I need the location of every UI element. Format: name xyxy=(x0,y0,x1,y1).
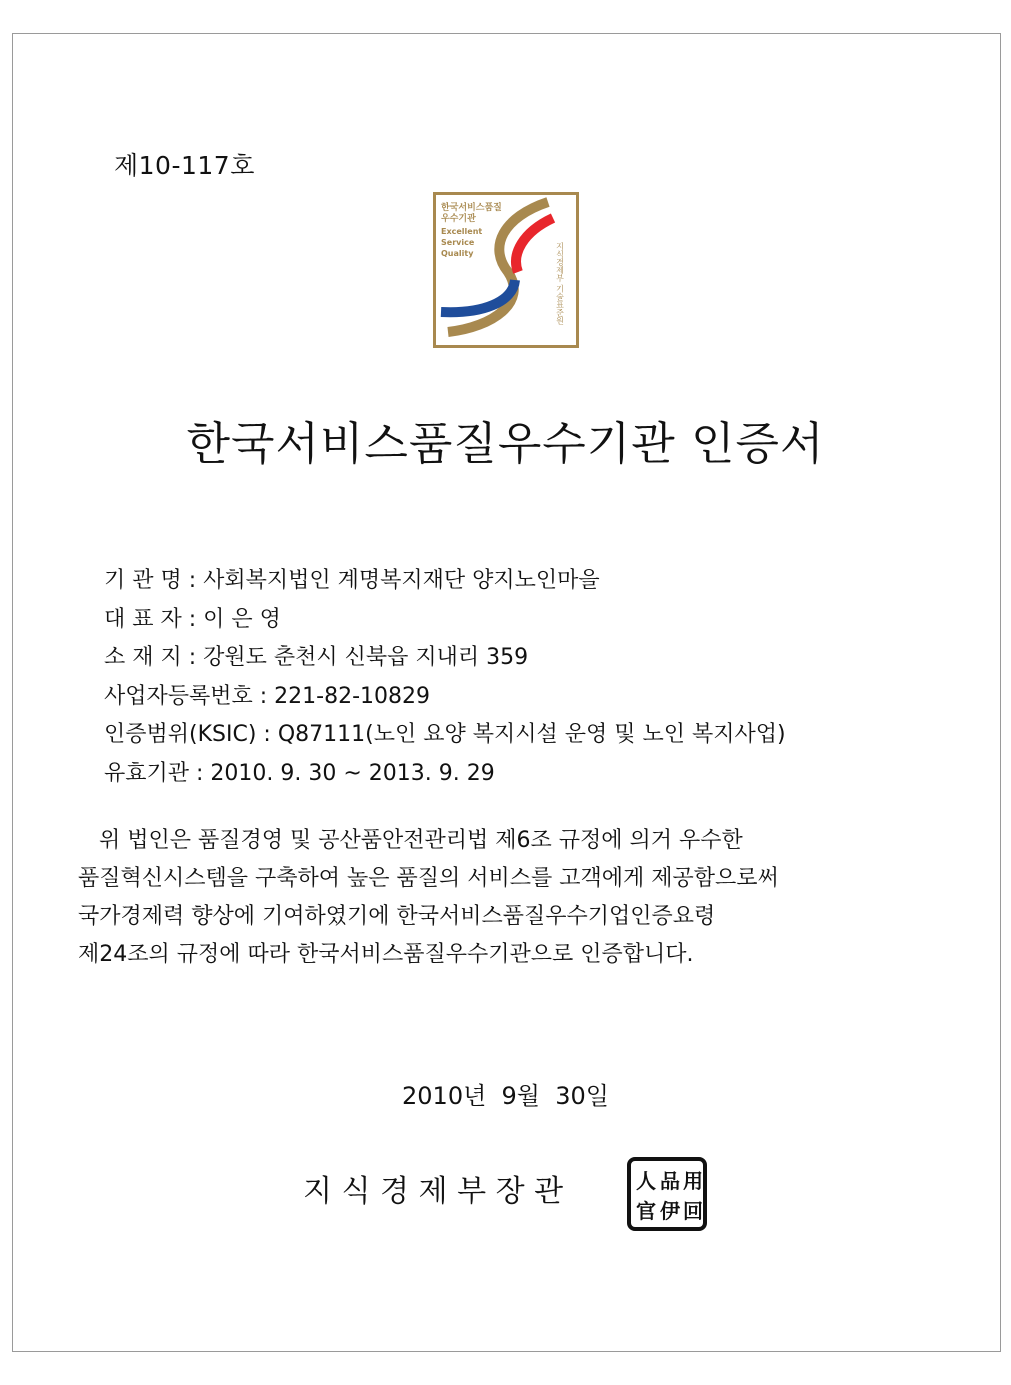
info-label: 인증범위(KSIC) xyxy=(104,722,257,748)
issuer-name: 지 식 경 제 부 장 관 xyxy=(303,1174,564,1209)
logo-side-text: 지식경제부 기술표준원 xyxy=(555,242,565,325)
info-label: 기 관 명 xyxy=(104,568,182,593)
logo-text-1: 한국서비스품질 xyxy=(441,203,502,213)
info-value: 221-82-10829 xyxy=(274,683,431,709)
info-separator: : xyxy=(181,606,204,632)
logo-text-3: Excellent xyxy=(441,227,483,236)
info-label: 사업자등록번호 xyxy=(104,683,253,709)
certificate-number: 제10-117호 xyxy=(114,151,255,180)
logo-text-4: Service xyxy=(441,238,475,247)
info-value: 사회복지법인 계명복지재단 양지노인마을 xyxy=(203,568,600,593)
seal-glyph: 伊 xyxy=(660,1199,680,1223)
logo-text-5: Quality xyxy=(441,249,474,258)
info-separator: : xyxy=(252,683,275,709)
certificate-title: 한국서비스품질우수기관 인증서 xyxy=(186,417,825,470)
info-list xyxy=(104,562,786,794)
info-value: Q87111(노인 요양 복지시설 운영 및 노인 복지사업) xyxy=(277,722,786,748)
info-separator: : xyxy=(189,760,211,786)
info-label: 소 재 지 xyxy=(104,645,182,671)
info-row-address xyxy=(104,639,786,678)
info-row-scope xyxy=(104,716,786,755)
seal-glyph: 用 xyxy=(683,1169,703,1193)
info-separator: : xyxy=(181,645,204,671)
seal-glyph: 人 xyxy=(636,1169,656,1193)
official-seal xyxy=(626,1156,708,1232)
info-label: 유효기관 xyxy=(104,760,190,786)
info-value: 이 은 영 xyxy=(203,606,281,632)
body-line: 품질혁신시스템을 구축하여 높은 품질의 서비스를 고객에게 제공함으로써 xyxy=(78,866,779,891)
body-line: 국가경제력 향상에 기여하였기에 한국서비스품질우수기업인증요령 xyxy=(78,904,716,929)
info-row-org xyxy=(104,562,786,601)
seal-glyph: 品 xyxy=(660,1169,680,1193)
logo-text-2: 우수기관 xyxy=(441,214,476,224)
info-value: 2010. 9. 30 ~ 2013. 9. 29 xyxy=(210,760,495,786)
seal-glyph: 官 xyxy=(636,1199,656,1223)
issue-date: 2010년 9월 30일 xyxy=(402,1082,609,1110)
info-row-rep xyxy=(104,601,786,640)
info-label: 대 표 자 xyxy=(104,606,182,632)
info-row-business-no xyxy=(104,678,786,717)
info-value: 강원도 춘천시 신북읍 지내리 359 xyxy=(203,645,529,671)
info-separator: : xyxy=(256,722,278,748)
body-line: 위 법인은 품질경영 및 공산품안전관리법 제6조 규정에 의거 우수한 xyxy=(78,828,743,853)
service-quality-logo xyxy=(433,192,579,348)
certificate-body xyxy=(78,822,958,974)
info-row-validity xyxy=(104,755,786,794)
info-separator: : xyxy=(181,568,204,593)
seal-glyph: 回 xyxy=(683,1199,703,1223)
body-line: 제24조의 규정에 따라 한국서비스품질우수기관으로 인증합니다. xyxy=(78,942,694,967)
